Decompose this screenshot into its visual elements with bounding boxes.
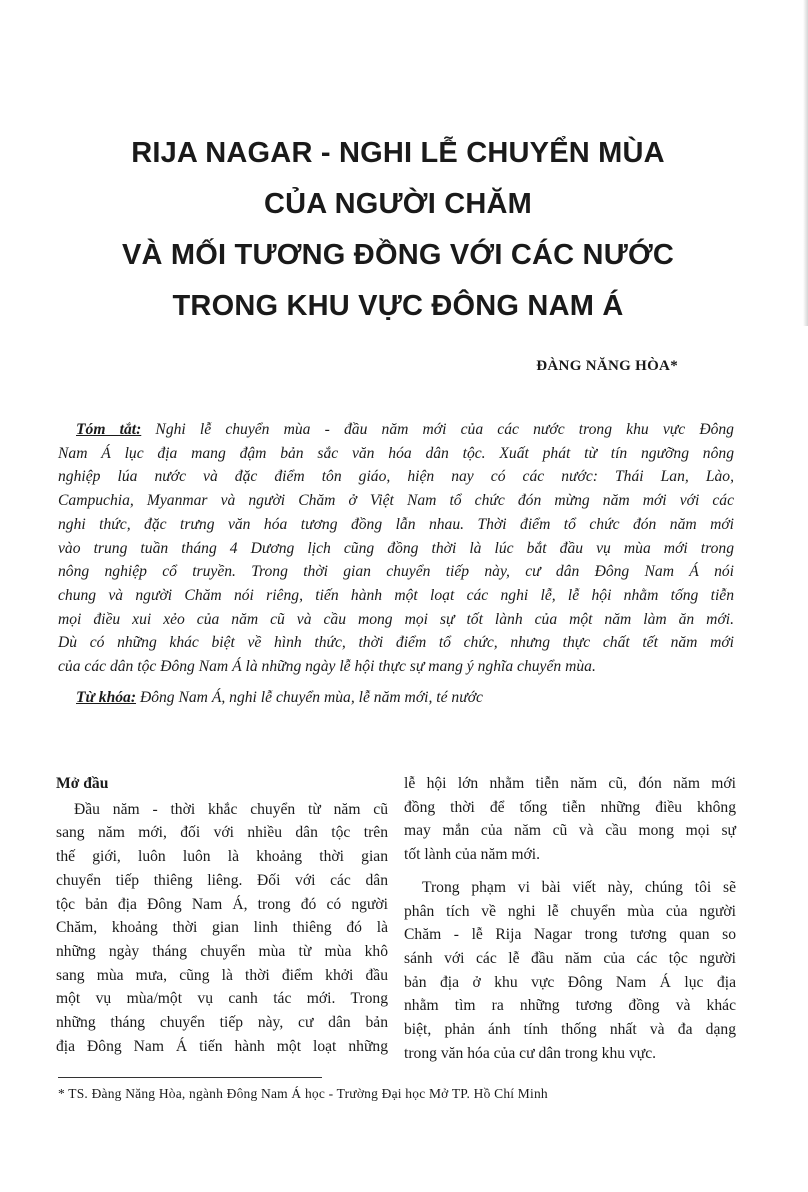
abstract-line: Nam Á lục địa mang đậm bản sắc văn hóa dân tộc. Xuất phát từ tín ngưỡng nông	[58, 444, 734, 462]
body-line: nhằm tìm ra những tương đồng và khác	[404, 997, 736, 1015]
body-line: sánh với các lễ đầu năm của các tộc người	[404, 949, 736, 967]
body-line: biệt, phản ánh tính thống nhất và đa dạng	[404, 1021, 736, 1039]
scope-paragraph	[404, 876, 736, 1066]
footnote: * TS. Đàng Năng Hòa, ngành Đông Nam Á học - Trường Đại học Mở TP. Hồ Chí Minh	[58, 1086, 548, 1101]
footnote-divider	[58, 1077, 322, 1078]
abstract-line: nghi thức, đặc trưng văn hóa tương đồng lẫn nhau. Thời điểm tổ chức đón năm mới	[58, 515, 734, 533]
body-line: địa Đông Nam Á tiến hành một loạt những	[56, 1037, 388, 1055]
body-line: sang năm mới, đối với nhiều dân tộc trên	[56, 824, 388, 842]
body-line: sang mùa mưa, cũng là thời điểm khởi đầu	[56, 966, 388, 984]
body-line: may mắn của năm cũ và cầu mong mọi sự	[404, 822, 736, 840]
body-line: phân tích về nghi lễ chuyển mùa của người	[404, 902, 736, 920]
abstract-line: Tóm tắt: Nghi lễ chuyển mùa - đầu năm mới của các nước trong khu vực Đông	[76, 421, 734, 438]
abstract-label: Tóm tắt:	[76, 421, 142, 438]
title-line-4: TRONG KHU VỰC ĐÔNG NAM Á	[172, 290, 624, 322]
body-line: Trong phạm vi bài viết này, chúng tôi sẽ	[422, 878, 736, 896]
abstract-line: vào trung tuần tháng 4 Dương lịch cũng đồng thời là lúc bắt đầu vụ mùa mới trong	[58, 539, 734, 557]
article-title	[90, 128, 706, 332]
keywords-text: Đông Nam Á, nghi lễ chuyển mùa, lễ năm mới, té nước	[139, 689, 483, 706]
right-column	[404, 772, 736, 1065]
abstract-line: nông nghiệp cổ truyền. Trong thời gian chuyển tiếp này, cư dân Đông Nam Á nói	[58, 563, 734, 581]
keywords	[76, 686, 736, 710]
abstract-line: mọi điều xui xẻo của năm cũ và cầu mong mọi sự tốt lành của một năm làm ăn mới.	[58, 610, 734, 628]
body-line: lễ hội lớn nhằm tiễn năm cũ, đón năm mới	[404, 775, 736, 792]
abstract-line: của các dân tộc Đông Nam Á là những ngày lễ hội thực sự mang ý nghĩa chuyển mùa.	[58, 658, 596, 676]
body-line: một vụ mùa/một vụ canh tác mới. Trong	[56, 990, 388, 1008]
title-line-1: RIJA NAGAR - NGHI LỄ CHUYỂN MÙA	[131, 137, 665, 169]
body-line: những ngày tháng chuyển mùa từ mùa khô	[56, 942, 388, 960]
body-line: Chăm - lễ Rija Nagar trong tương quan so	[404, 926, 736, 944]
body-line: tộc bản địa Đông Nam Á, trong đó có người	[56, 895, 388, 913]
body-line: chuyển tiếp thiêng liêng. Đối với các dân	[56, 871, 388, 889]
intro-paragraph-continued	[404, 772, 736, 867]
body-line: thế giới, luôn luôn là khoảng thời gian	[56, 848, 388, 866]
abstract-line: nghiệp lúa nước và đặc điểm tôn giáo, hiện nay có các nước: Thái Lan, Lào,	[58, 468, 734, 486]
body-line: Đầu năm - thời khắc chuyển từ năm cũ	[74, 800, 388, 818]
left-column	[56, 772, 388, 1058]
body-line: trong văn hóa của cư dân trong khu vực.	[404, 1044, 657, 1062]
abstract-line: Dù có những khác biệt về hình thức, thời điểm tổ chức, nhưng thực chất tết năm mới	[58, 634, 734, 652]
title-line-3: VÀ MỐI TƯƠNG ĐỒNG VỚI CÁC NƯỚC	[121, 239, 675, 271]
intro-paragraph	[56, 798, 388, 1059]
section-heading: Mở đầu	[56, 775, 109, 792]
author-name: ĐÀNG NĂNG HÒA*	[536, 358, 678, 374]
abstract-line: Campuchia, Myanmar và người Chăm ở Việt Nam tổ chức đón mừng năm mới với các	[58, 492, 734, 510]
body-line: tốt lành của năm mới.	[404, 846, 540, 864]
body-line: bản địa ở khu vực Đông Nam Á lục địa	[404, 973, 736, 991]
body-line: đồng thời để tống tiễn những điều không	[404, 798, 736, 816]
abstract	[58, 418, 734, 679]
body-line: những tháng chuyển tiếp này, cư dân bản	[56, 1014, 388, 1032]
abstract-line: chung và người Chăm nói riêng, tiến hành một loạt các nghi lễ, lễ hội nhằm tống tiễn	[58, 586, 734, 604]
body-line: Chăm, khoảng thời gian linh thiêng đó là	[56, 919, 388, 937]
title-line-2: CỦA NGƯỜI CHĂM	[263, 188, 532, 220]
page-edge-shadow	[803, 0, 808, 326]
keywords-label: Từ khóa:	[76, 689, 137, 706]
